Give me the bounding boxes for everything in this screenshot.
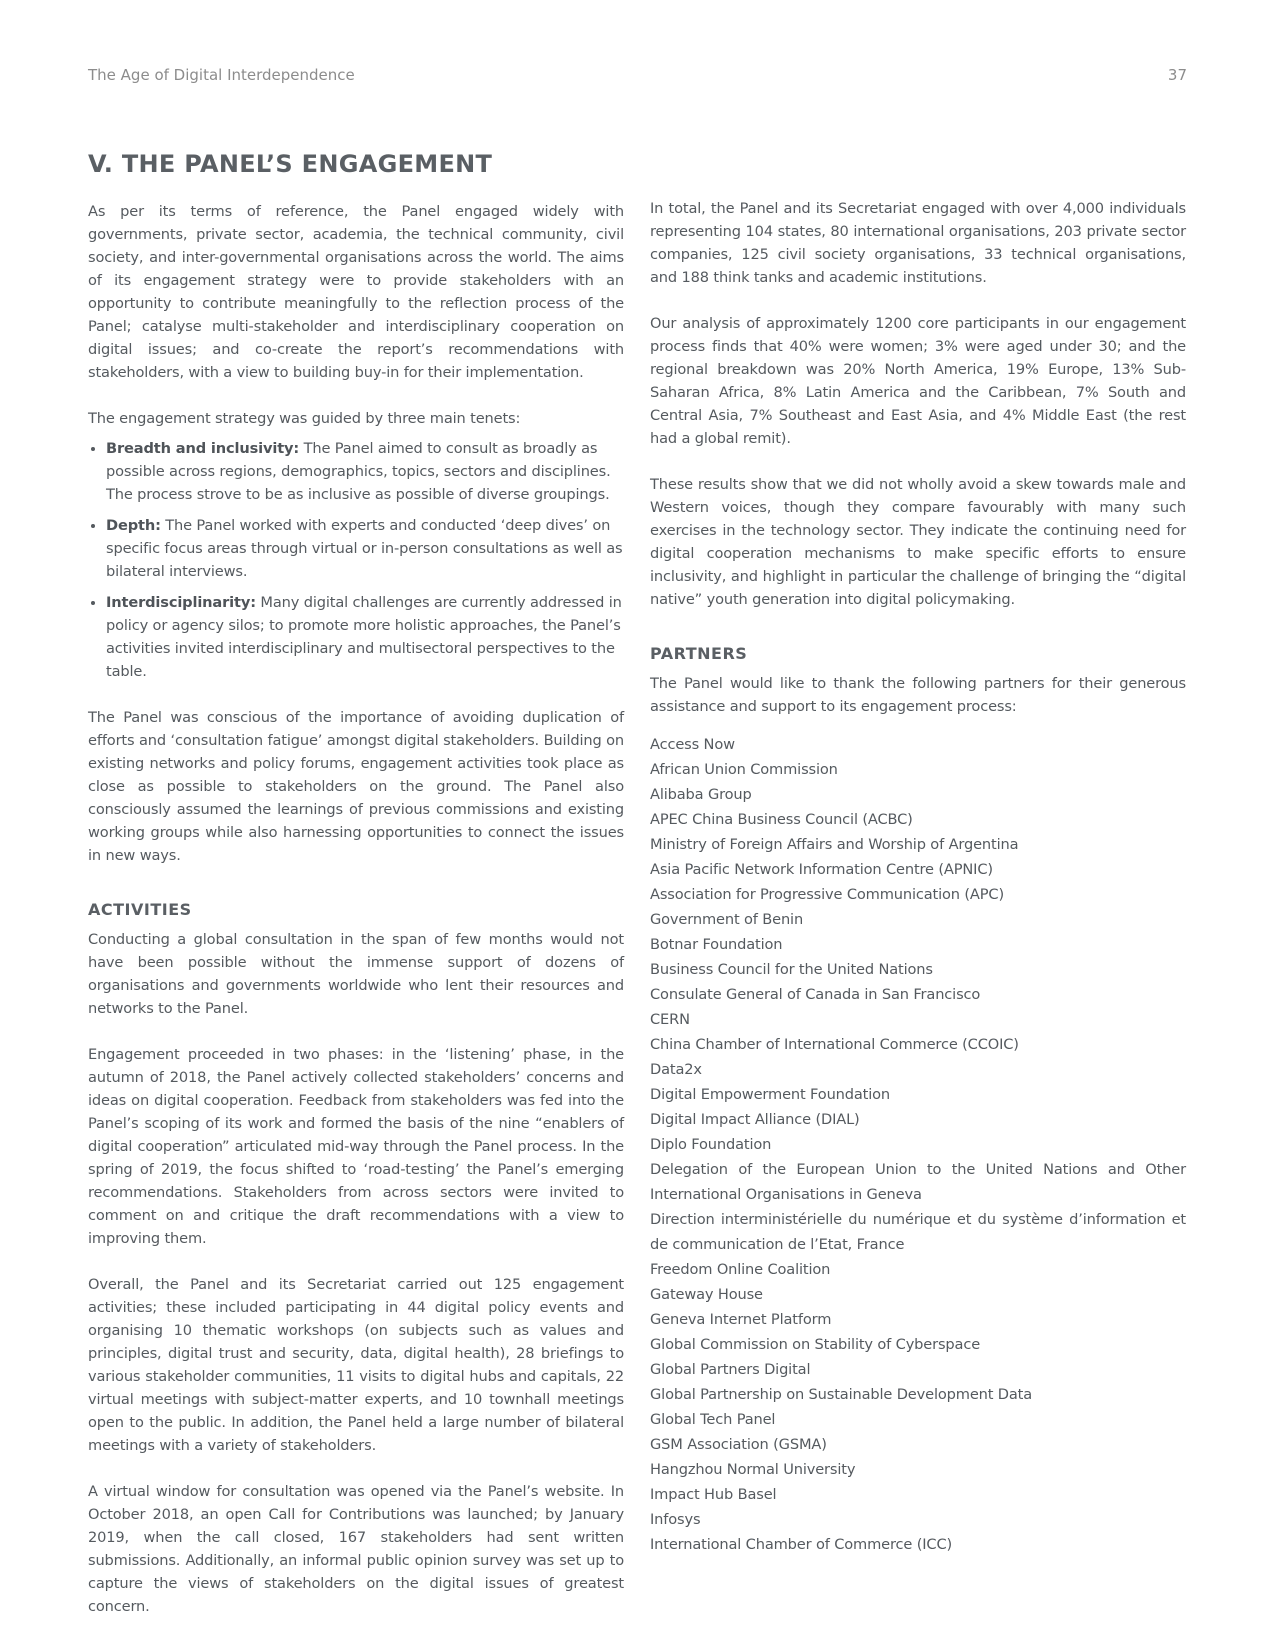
partner-item: Asia Pacific Network Information Centre (APNIC) — [650, 861, 993, 878]
partner-item: Global Commission on Stability of Cyberspace — [650, 1336, 981, 1353]
activities-paragraph: A virtual window for consultation was opened via the Panel’s website. In October 2018, an open Call for Contributions was launched; by January 2019, when the call closed, 167 stakeholders had sent written submissions. Additionally, an informal public opinion survey was set up to capture the views of stakeholders on the digital issues of greatest concern. — [88, 1483, 624, 1615]
activities-paragraph: Engagement proceeded in two phases: in the ‘listening’ phase, in the autumn of 2018, the Panel actively collected stakeholders’ concerns and ideas on digital cooperation. Feedback from stakeholders was fed into the Panel’s scoping of its work and formed the basis of the nine “enablers of digital cooperation” articulated mid-way through the Panel process. In the spring of 2019, the focus shifted to ‘road-testing’ the Panel’s emerging recommendations. Stakeholders from across sectors were invited to comment on and critique the draft recommendations with a view to improving them. — [88, 1046, 624, 1247]
activities-paragraph: Conducting a global consultation in the span of few months would not have been possible without the immense support of dozens of organisations and governments worldwide who lent their resources and networks to the Panel. — [88, 931, 624, 1017]
partner-item: Botnar Foundation — [650, 936, 783, 953]
tenet-term: Breadth and inclusivity: — [106, 440, 300, 457]
list-item — [106, 514, 624, 583]
partner-item: Direction interministérielle du numérique et du système d’information et de communication de l’Etat, France — [650, 1211, 1186, 1253]
engagement-totals-paragraph: In total, the Panel and its Secretariat engaged with over 4,000 individuals representing 104 states, 80 international organisations, 203 private sector companies, 125 civil society organisations, 33 technical organisations, and 188 think tanks and academic institutions. — [650, 200, 1186, 286]
partner-item: Consulate General of Canada in San Francisco — [650, 986, 981, 1003]
partner-item: Impact Hub Basel — [650, 1486, 777, 1503]
conscious-paragraph: The Panel was conscious of the importance of avoiding duplication of efforts and ‘consultation fatigue’ amongst digital stakeholders. Building on existing networks and policy forums, engagement activities took place as close as possible to stakeholders on the ground. The Panel also consciously assumed the learnings of previous commissions and existing working groups while also harnessing opportunities to connect the issues in new ways. — [88, 709, 624, 864]
partner-item: Government of Benin — [650, 911, 804, 928]
partner-item: Infosys — [650, 1511, 701, 1528]
partner-item: International Chamber of Commerce (ICC) — [650, 1536, 953, 1553]
intro-paragraph: As per its terms of reference, the Panel engaged widely with governments, private sector, academia, the technical community, civil society, and inter-governmental organisations across the world. The aims of its engagement strategy were to provide stakeholders with an opportunity to contribute meaningfully to the reflection process of the Panel; catalyse multi-stakeholder and interdisciplinary cooperation on digital issues; and co-create the report’s recommendations with stakeholders, with a view to building buy-in for their implementation. — [88, 203, 624, 381]
partner-item: APEC China Business Council (ACBC) — [650, 811, 913, 828]
activities-paragraph: Overall, the Panel and its Secretariat carried out 125 engagement activities; these included participating in 44 digital policy events and organising 10 thematic workshops (on subjects such as values and principles, digital trust and security, data, digital health), 28 briefings to various stakeholder communities, 11 visits to digital hubs and capitals, 22 virtual meetings with subject-matter experts, and 10 townhall meetings open to the public. In addition, the Panel held a large number of bilateral meetings with a variety of stakeholders. — [88, 1276, 624, 1454]
partner-item: Business Council for the United Nations — [650, 961, 933, 978]
partner-item: Global Partners Digital — [650, 1361, 811, 1378]
partner-item: Geneva Internet Platform — [650, 1311, 832, 1328]
tenet-text: The Panel worked with experts and conducted ‘deep dives’ on specific focus areas through virtual or in-person consultations as well as bilateral interviews. — [106, 517, 623, 580]
partners-heading: PARTNERS — [650, 644, 748, 663]
partner-item: Data2x — [650, 1061, 702, 1078]
partner-item: GSM Association (GSMA) — [650, 1436, 827, 1453]
partner-item: Gateway House — [650, 1286, 763, 1303]
participant-analysis-paragraph: Our analysis of approximately 1200 core participants in our engagement process finds that 40% were women; 3% were aged under 30; and the regional breakdown was 20% North America, 19% Europe, 13% Sub-Saharan Africa, 8% Latin America and the Caribbean, 7% South and Central Asia, 7% Southeast and East Asia, and 4% Middle East (the rest had a global remit). — [650, 315, 1186, 447]
partner-item: Delegation of the European Union to the United Nations and Other International Organisations in Geneva — [650, 1161, 1186, 1203]
running-title: The Age of Digital Interdependence — [88, 66, 355, 84]
tenet-term: Depth: — [106, 517, 161, 534]
partner-item: Global Tech Panel — [650, 1411, 776, 1428]
partner-item: African Union Commission — [650, 761, 838, 778]
right-column — [650, 197, 1186, 1557]
partner-item: Hangzhou Normal University — [650, 1461, 856, 1478]
tenets-list — [88, 437, 624, 683]
partner-item: Access Now — [650, 736, 735, 753]
partner-item: China Chamber of International Commerce (CCOIC) — [650, 1036, 1019, 1053]
page-number: 37 — [1167, 66, 1187, 84]
tenets-lead: The engagement strategy was guided by three main tenets: — [88, 410, 521, 427]
partners-intro: The Panel would like to thank the following partners for their generous assistance and support to its engagement process: — [650, 675, 1186, 715]
partner-item: Digital Empowerment Foundation — [650, 1086, 891, 1103]
list-item — [106, 591, 624, 683]
tenet-term: Interdisciplinarity: — [106, 594, 256, 611]
partner-item: Association for Progressive Communication (APC) — [650, 886, 1005, 903]
tenet-text: The Panel aimed to consult as broadly as possible across regions, demographics, topics, sectors and disciplines. The process strove to be as inclusive as possible of diverse groupings. — [106, 440, 611, 503]
partner-item: CERN — [650, 1011, 690, 1028]
activities-heading: ACTIVITIES — [88, 900, 192, 919]
partner-item: Diplo Foundation — [650, 1136, 772, 1153]
section-title: V. THE PANEL’S ENGAGEMENT — [88, 150, 493, 178]
tenet-text: Many digital challenges are currently addressed in policy or agency silos; to promote more holistic approaches, the Panel’s activities invited interdisciplinary and multisectoral perspectives to the table. — [106, 594, 622, 680]
partners-list — [650, 732, 1186, 1557]
partner-item: Global Partnership on Sustainable Development Data — [650, 1386, 1033, 1403]
partner-item: Digital Impact Alliance (DIAL) — [650, 1111, 860, 1128]
list-item — [106, 437, 624, 506]
partner-item: Ministry of Foreign Affairs and Worship of Argentina — [650, 836, 1019, 853]
results-paragraph: These results show that we did not wholly avoid a skew towards male and Western voices, though they compare favourably with many such exercises in the technology sector. They indicate the continuing need for digital cooperation mechanisms to make specific efforts to ensure inclusivity, and highlight in particular the challenge of bringing the “digital native” youth generation into digital policymaking. — [650, 476, 1186, 608]
partner-item: Alibaba Group — [650, 786, 752, 803]
partner-item: Freedom Online Coalition — [650, 1261, 831, 1278]
left-column — [88, 150, 624, 1641]
